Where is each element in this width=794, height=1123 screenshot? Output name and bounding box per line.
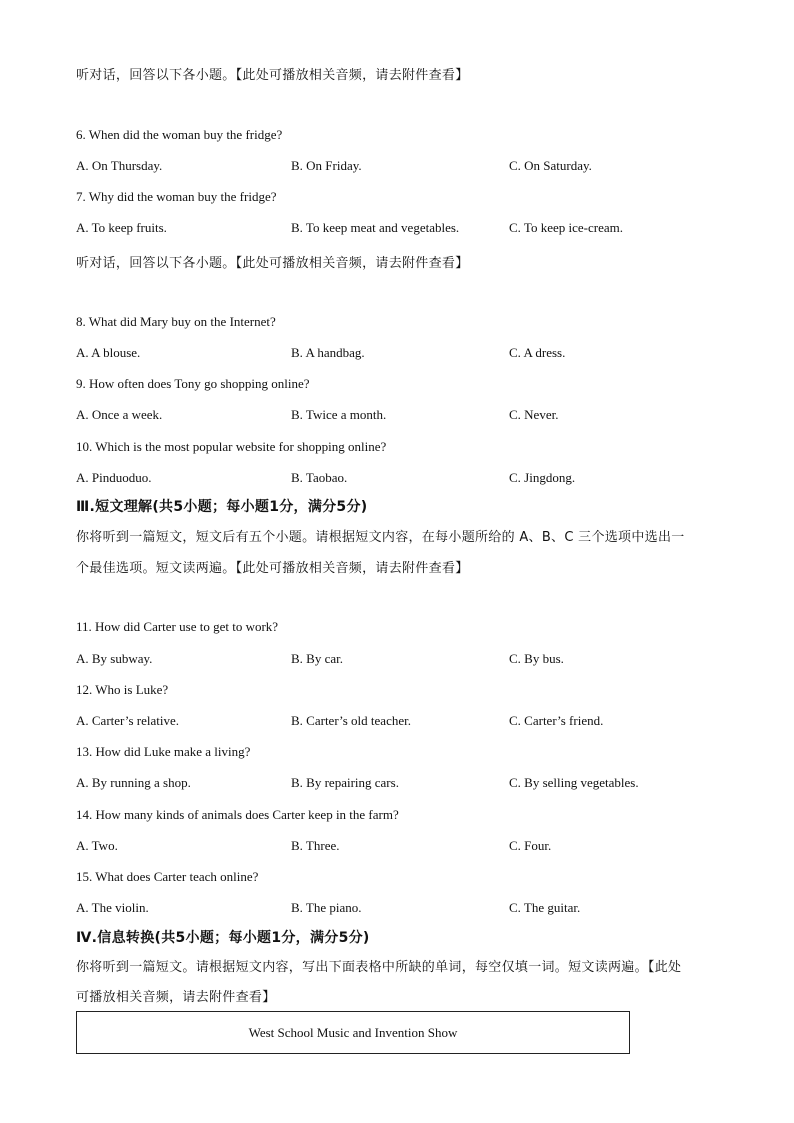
question-13: 13. How did Luke make a living? bbox=[76, 744, 251, 759]
option-a: A. Pinduoduo. bbox=[76, 470, 152, 485]
option-a: A. Carter’s relative. bbox=[76, 713, 179, 728]
section-4-heading: Ⅳ.信息转换(共5小题；每小题1分，满分5分) bbox=[76, 930, 370, 946]
option-b: B. Three. bbox=[291, 838, 340, 853]
question-12-options bbox=[76, 713, 716, 731]
option-c: C. On Saturday. bbox=[509, 158, 592, 173]
option-b: B. A handbag. bbox=[291, 345, 365, 360]
section-3-instructions: 你将听到一篇短文，短文后有五个小题。请根据短文内容，在每小题所给的 A、B、C 三个选项中选出一 bbox=[76, 530, 685, 545]
option-c: C. Never. bbox=[509, 407, 559, 422]
option-b: B. By car. bbox=[291, 651, 343, 666]
option-b: B. On Friday. bbox=[291, 158, 362, 173]
question-15-options bbox=[76, 900, 716, 918]
option-a: A. A blouse. bbox=[76, 345, 141, 360]
option-c: C. The guitar. bbox=[509, 900, 581, 915]
audio-instruction: 听对话，回答以下各小题。【此处可播放相关音频，请去附件查看】 bbox=[76, 256, 469, 271]
question-7: 7. Why did the woman buy the fridge? bbox=[76, 189, 277, 204]
question-7-options bbox=[76, 220, 716, 238]
question-8-options bbox=[76, 345, 716, 363]
option-c: C. Carter’s friend. bbox=[509, 713, 604, 728]
question-14-options bbox=[76, 838, 716, 856]
question-8: 8. What did Mary buy on the Internet? bbox=[76, 314, 276, 329]
option-b: B. Carter’s old teacher. bbox=[291, 713, 411, 728]
option-b: B. By repairing cars. bbox=[291, 775, 399, 790]
option-a: A. The violin. bbox=[76, 900, 149, 915]
option-c: C. A dress. bbox=[509, 345, 566, 360]
question-15: 15. What does Carter teach online? bbox=[76, 869, 259, 884]
question-6-options bbox=[76, 158, 716, 176]
option-b: B. To keep meat and vegetables. bbox=[291, 220, 460, 235]
question-14: 14. How many kinds of animals does Carter keep in the farm? bbox=[76, 807, 399, 822]
question-12: 12. Who is Luke? bbox=[76, 682, 169, 697]
question-9-options bbox=[76, 407, 716, 425]
option-b: B. Taobao. bbox=[291, 470, 348, 485]
question-9: 9. How often does Tony go shopping online? bbox=[76, 376, 310, 391]
question-10: 10. Which is the most popular website for shopping online? bbox=[76, 439, 387, 454]
option-c: C. To keep ice-cream. bbox=[509, 220, 623, 235]
option-a: A. Two. bbox=[76, 838, 118, 853]
option-b: B. Twice a month. bbox=[291, 407, 387, 422]
option-a: A. On Thursday. bbox=[76, 158, 163, 173]
option-c: C. By bus. bbox=[509, 651, 564, 666]
question-6: 6. When did the woman buy the fridge? bbox=[76, 127, 283, 142]
table-title: West School Music and Invention Show bbox=[248, 1024, 458, 1040]
option-a: A. Once a week. bbox=[76, 407, 163, 422]
option-c: C. Four. bbox=[509, 838, 552, 853]
option-a: A. By running a shop. bbox=[76, 775, 191, 790]
question-10-options bbox=[76, 470, 716, 488]
question-13-options bbox=[76, 775, 716, 793]
question-11: 11. How did Carter use to get to work? bbox=[76, 619, 279, 634]
section-3-heading: Ⅲ.短文理解(共5小题；每小题1分，满分5分) bbox=[76, 499, 368, 515]
info-table bbox=[76, 1011, 630, 1054]
option-c: C. By selling vegetables. bbox=[509, 775, 639, 790]
question-11-options bbox=[76, 651, 716, 669]
option-c: C. Jingdong. bbox=[509, 470, 576, 485]
audio-instruction: 听对话，回答以下各小题。【此处可播放相关音频，请去附件查看】 bbox=[76, 68, 469, 83]
section-4-instructions: 你将听到一篇短文。请根据短文内容，写出下面表格中所缺的单词，每空仅填一词。短文读两遍。【此处 bbox=[76, 960, 682, 975]
section-4-instructions: 可播放相关音频，请去附件查看】 bbox=[76, 990, 276, 1005]
option-b: B. The piano. bbox=[291, 900, 362, 915]
section-3-instructions: 个最佳选项。短文读两遍。【此处可播放相关音频，请去附件查看】 bbox=[76, 561, 469, 576]
option-a: A. By subway. bbox=[76, 651, 153, 666]
option-a: A. To keep fruits. bbox=[76, 220, 167, 235]
